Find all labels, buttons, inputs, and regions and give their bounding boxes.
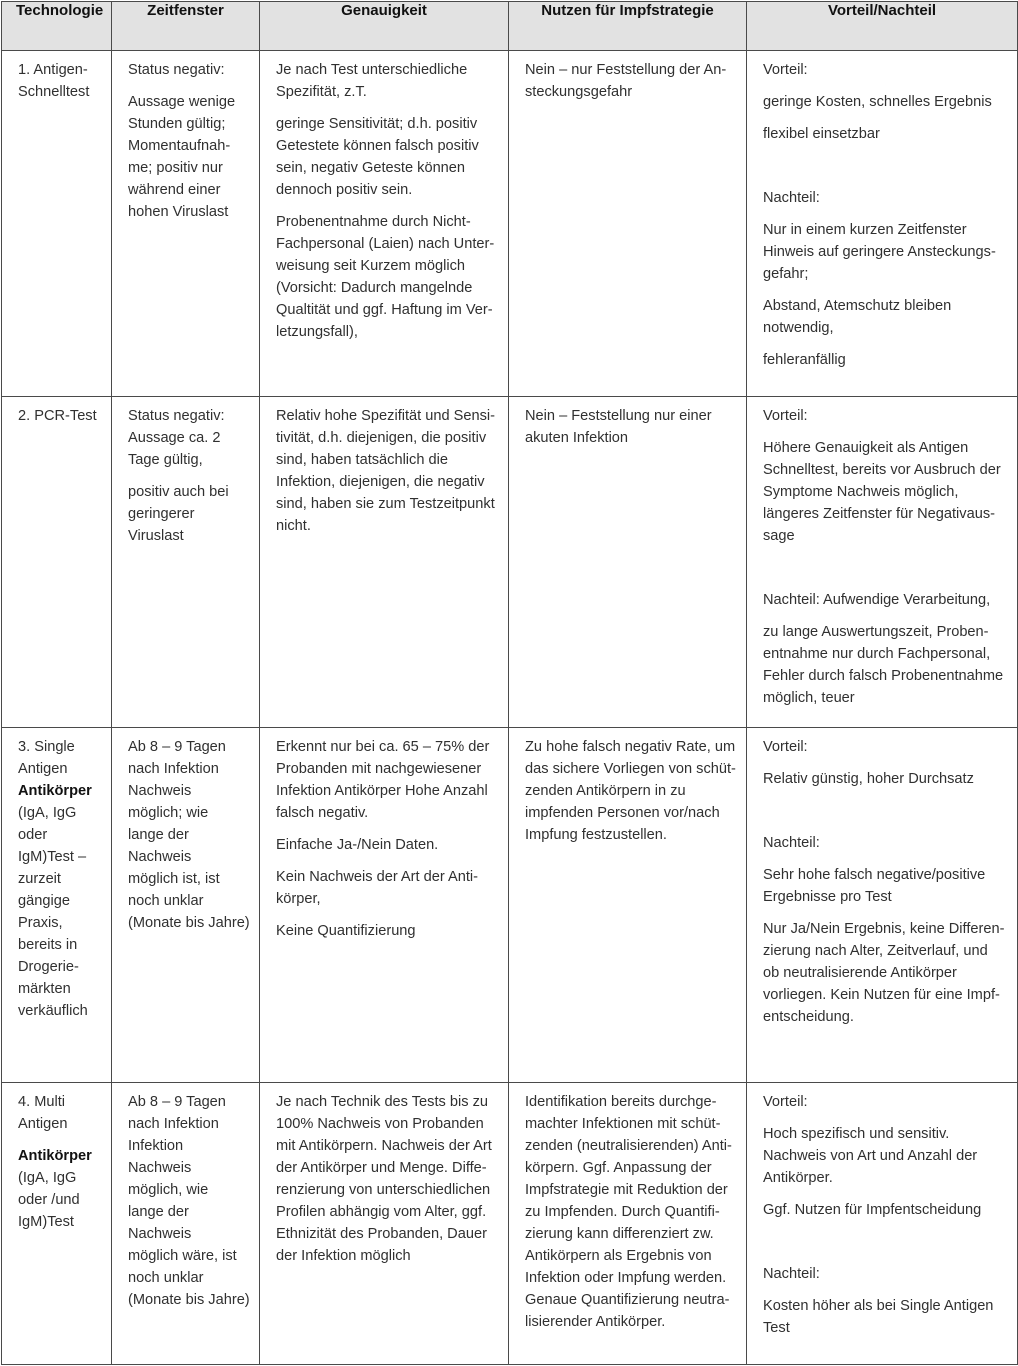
cell-technologie: [2, 728, 112, 1083]
cell-text: Nachteil:: [763, 835, 820, 851]
cell-text: Ab 8 – 9 Tagen nach Infektion Infektion Nachweis möglich, wie lange der Nachweis möglich wäre, ist noch unklar (Monate bis Jahre): [128, 1094, 250, 1308]
cell-vorteil-nachteil: [747, 51, 1018, 397]
cell-genauigkeit: [260, 728, 509, 1083]
cell-text: Relativ günstig, hoher Durchsatz: [763, 771, 974, 787]
cell-text: (IgA, IgG oder IgM)Test – zurzeit gängige Praxis, bereits in Drogerie- märkten verkäuflich: [18, 805, 88, 1019]
cell-text: Je nach Test unterschiedliche Spezifität, z.T.: [276, 62, 468, 100]
cell-text: Kosten höher als bei Single Antigen Test: [763, 1298, 994, 1336]
cell-text-bold: Antikörper: [18, 1148, 92, 1164]
cell-text: Keine Quantifizierung: [276, 923, 416, 939]
cell-nutzen: [509, 728, 747, 1083]
cell-text: Nachteil:: [763, 190, 820, 206]
cell-text: zu lange Auswertungszeit, Proben- entnahme nur durch Fachpersonal, Fehler durch falsch Probenentnahme möglich, teuer: [763, 624, 1004, 706]
cell-text-bold: Antikörper: [18, 783, 92, 799]
header-technologie: Technologie: [2, 2, 112, 51]
cell-text: fehleranfällig: [763, 352, 846, 368]
table-row: [2, 397, 1018, 728]
table-row: [2, 1083, 1018, 1365]
cell-zeitfenster: [112, 728, 260, 1083]
cell-nutzen: [509, 51, 747, 397]
cell-text: Vorteil:: [763, 739, 808, 755]
table-row: [2, 728, 1018, 1083]
cell-text: Vorteil:: [763, 62, 808, 78]
cell-text: Je nach Technik des Tests bis zu 100% Nachweis von Probanden mit Antikörpern. Nachweis der Art der Antikörper und Menge. Diffe- renzierung von unterschiedlichen Profilen abhängig vom Alter, ggf. Ethnizität des Probanden, Dauer der Infektion möglich: [276, 1094, 492, 1264]
cell-technologie: [2, 1083, 112, 1365]
cell-text: Abstand, Atemschutz bleiben notwendig,: [763, 298, 952, 336]
cell-text: 2. PCR-Test: [18, 408, 97, 424]
cell-text: geringe Sensitivität; d.h. positiv Getestete können falsch positiv sein, negativ Geteste können dennoch positiv sein.: [276, 116, 479, 198]
cell-text: Identifikation bereits durchge- machter Infektionen mit schüt- zenden (neutralisierenden) Anti- körpern. Ggf. Anpassung der Impfstrategie mit Reduktion der zu Impfenden. Durch Quantifi- zierung kann differenziert zw. Antikörpern als Ergebnis von Infektion oder Impfung werden. Genaue Quantifizierung neutra- lisierender Antikörper.: [525, 1094, 732, 1330]
header-genauigkeit: Genauigkeit: [260, 2, 509, 51]
cell-text: Ggf. Nutzen für Impfentscheidung: [763, 1202, 982, 1218]
header-zeitfenster: Zeitfenster: [112, 2, 260, 51]
header-row: [2, 2, 1018, 51]
cell-text: Hoch spezifisch und sensitiv. Nachweis von Art und Anzahl der Antikörper.: [763, 1126, 978, 1186]
cell-technologie: [2, 51, 112, 397]
cell-vorteil-nachteil: [747, 728, 1018, 1083]
cell-genauigkeit: [260, 51, 509, 397]
cell-text: Höhere Genauigkeit als Antigen Schnelltest, bereits vor Ausbruch der Symptome Nachweis möglich, längeres Zeitfenster für Negativaus- sage: [763, 440, 1001, 544]
cell-genauigkeit: [260, 397, 509, 728]
cell-nutzen: [509, 397, 747, 728]
cell-zeitfenster: [112, 1083, 260, 1365]
cell-zeitfenster: [112, 51, 260, 397]
header-vorteil-nachteil: Vorteil/Nachteil: [747, 2, 1018, 51]
cell-text: geringe Kosten, schnelles Ergebnis: [763, 94, 992, 110]
cell-text: Einfache Ja-/Nein Daten.: [276, 837, 439, 853]
cell-text: (IgA, IgG oder /und IgM)Test: [18, 1170, 80, 1230]
cell-text: 4. Multi Antigen: [18, 1094, 68, 1132]
cell-text: Nachteil: Aufwendige Verarbeitung,: [763, 592, 991, 608]
cell-vorteil-nachteil: [747, 1083, 1018, 1365]
cell-text: Nur in einem kurzen Zeitfenster Hinweis auf geringere Ansteckungs- gefahr;: [763, 222, 996, 282]
cell-text: Status negativ:: [128, 62, 225, 78]
table-row: [2, 51, 1018, 397]
cell-genauigkeit: [260, 1083, 509, 1365]
cell-text: Erkennt nur bei ca. 65 – 75% der Probanden mit nachgewiesener Infektion Antikörper Hohe Anzahl falsch negativ.: [276, 739, 490, 821]
cell-text: Nein – nur Feststellung der An- steckungsgefahr: [525, 62, 727, 100]
cell-text: Ab 8 – 9 Tagen nach Infektion Nachweis möglich; wie lange der Nachweis möglich ist, ist noch unklar (Monate bis Jahre): [128, 739, 250, 931]
cell-text: Sehr hohe falsch negative/positive Ergebnisse pro Test: [763, 867, 986, 905]
cell-text: flexibel einsetzbar: [763, 126, 880, 142]
cell-text: Nur Ja/Nein Ergebnis, keine Differen- zierung nach Alter, Zeitverlauf, und ob neutralisierende Antikörper vorliegen. Kein Nutzen für eine Impf- entscheidung.: [763, 921, 1005, 1025]
comparison-table: [1, 1, 1018, 1365]
cell-zeitfenster: [112, 397, 260, 728]
cell-text: 3. Single Antigen: [18, 739, 75, 777]
cell-text: Nachteil:: [763, 1266, 820, 1282]
header-nutzen: Nutzen für Impfstrategie: [509, 2, 747, 51]
cell-text: Relativ hohe Spezifität und Sensi- tivität, d.h. diejenigen, die positiv sind, haben tatsächlich die Infektion, diejenigen, die negativ sind, haben sie zum Testzeitpunkt nicht.: [276, 408, 496, 534]
cell-vorteil-nachteil: [747, 397, 1018, 728]
cell-text: Status negativ: Aussage ca. 2 Tage gültig,: [128, 408, 225, 468]
cell-text: Nein – Feststellung nur einer akuten Infektion: [525, 408, 712, 446]
cell-text: Vorteil:: [763, 408, 808, 424]
cell-technologie: [2, 397, 112, 728]
cell-nutzen: [509, 1083, 747, 1365]
cell-text: Kein Nachweis der Art der Anti- körper,: [276, 869, 478, 907]
cell-text: 1. Antigen- Schnelltest: [18, 62, 90, 100]
cell-text: Aussage wenige Stunden gültig; Momentaufnah- me; positiv nur während einer hohen Viruslast: [128, 94, 236, 220]
cell-text: Vorteil:: [763, 1094, 808, 1110]
cell-text: Zu hohe falsch negativ Rate, um das sichere Vorliegen von schüt- zenden Antikörpern in zu impfenden Personen vor/nach Impfung festzustellen.: [525, 739, 736, 843]
cell-text: positiv auch bei geringerer Viruslast: [128, 484, 229, 544]
cell-text: Probenentnahme durch Nicht- Fachpersonal (Laien) nach Unter- weisung seit Kurzem möglich (Vorsicht: Dadurch mangelnde Qualtität und ggf. Haftung im Ver- letzungsfall),: [276, 214, 495, 340]
